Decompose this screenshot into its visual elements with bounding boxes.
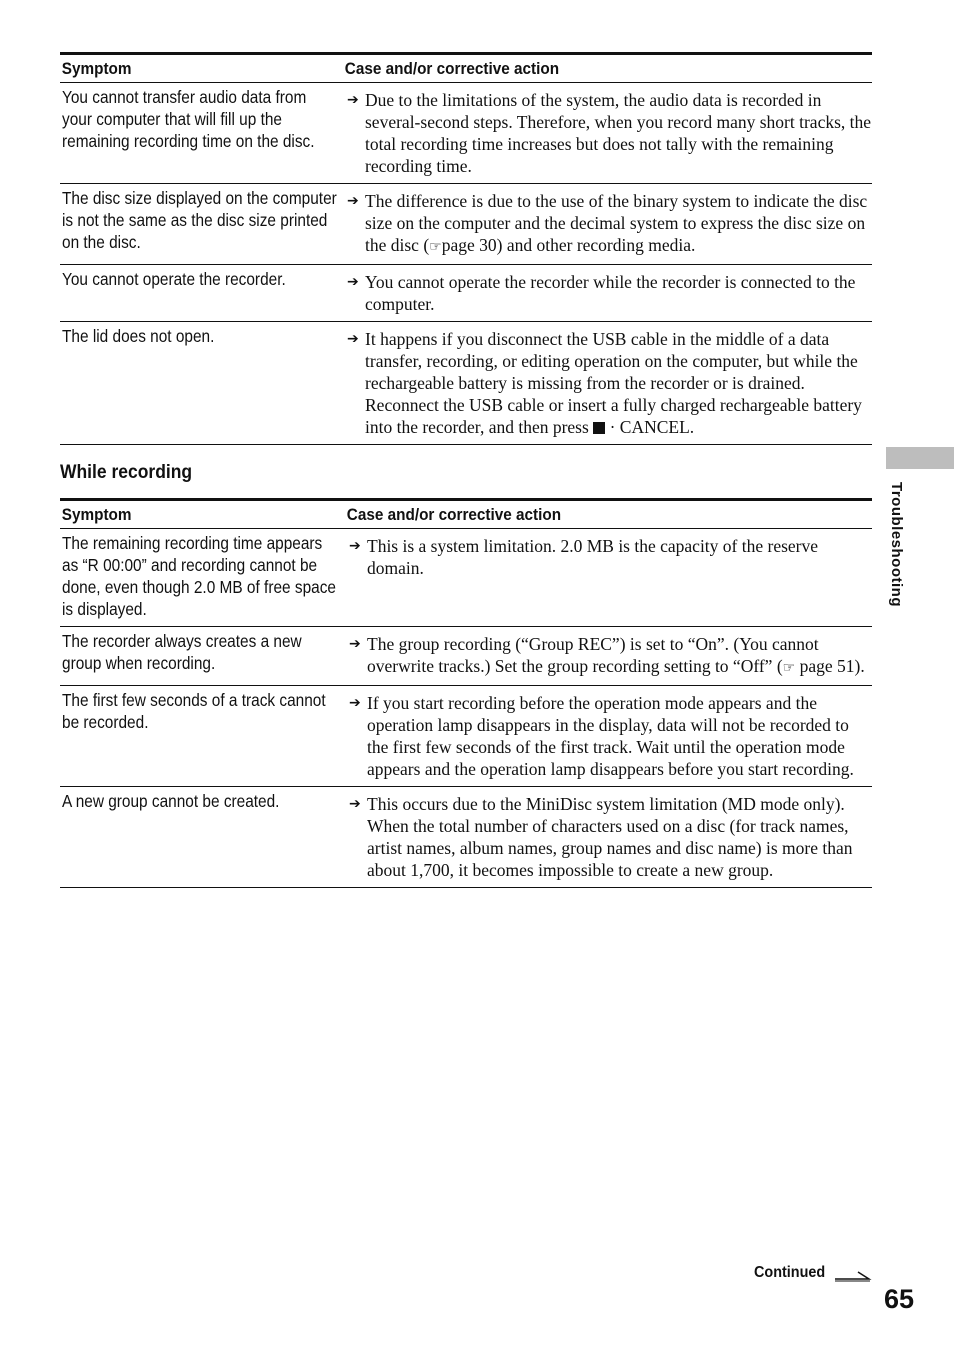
symptom-text: A new group cannot be created.: [62, 791, 280, 811]
page-reference: page 30: [441, 235, 497, 255]
action-cell: [345, 686, 872, 787]
symptom-cell: [60, 787, 345, 888]
action-text: The group recording (“Group REC”) is set to “On”. (You cannot overwrite tracks.) Set the group recording setting to “Off” (: [367, 634, 819, 676]
symptom-text: You cannot transfer audio data from your computer that will fill up the remaining recording time on the disc.: [62, 87, 315, 151]
arrow-right-icon: ➔: [347, 193, 359, 209]
action-header: Case and/or corrective action: [343, 54, 819, 83]
table-row: [60, 627, 872, 686]
table-row: [60, 529, 872, 627]
action-text: ).: [854, 656, 865, 676]
action-cell: [343, 265, 872, 322]
arrow-right-icon: ➔: [349, 636, 361, 652]
action-text: ) and other recording media.: [496, 235, 696, 255]
action-cell: [345, 627, 872, 686]
symptom-text: The first few seconds of a track cannot be recorded.: [62, 690, 326, 732]
action-cell: [345, 787, 872, 888]
symptom-text: The lid does not open.: [62, 326, 215, 346]
symptom-cell: [60, 83, 343, 184]
symptom-cell: [60, 322, 343, 445]
chapter-tab-marker: [886, 447, 954, 469]
arrow-right-icon: ➔: [347, 331, 359, 347]
stop-square-icon: [593, 422, 605, 434]
symptom-cell: [60, 627, 345, 686]
action-text: This is a system limitation. 2.0 MB is the capacity of the reserve domain.: [367, 536, 819, 578]
arrow-right-icon: ➔: [349, 695, 361, 711]
arrow-right-icon: ➔: [347, 92, 359, 108]
action-text: This occurs due to the MiniDisc system limitation (MD mode only). When the total number of characters used on a disc (for track names, artist names, album names, group names and disc name) is more than about 1,700, it becomes impossible to create a new group.: [367, 794, 853, 880]
chapter-tab-text: Troubleshooting: [888, 482, 905, 607]
chapter-tab-label: [888, 482, 910, 612]
symptom-text: The recorder always creates a new group when recording.: [62, 631, 302, 673]
action-text: · CANCEL.: [605, 417, 695, 437]
symptom-cell: [60, 686, 345, 787]
symptom-header: Symptom: [60, 500, 317, 529]
troubleshooting-table-recording: [60, 498, 872, 888]
table-row: [60, 184, 872, 265]
table-row: [60, 265, 872, 322]
symptom-text: The remaining recording time appears as “R 00:00” and recording cannot be done, even though 2.0 MB of free space is displayed.: [62, 533, 336, 619]
table-row: [60, 787, 872, 888]
action-cell: [345, 529, 872, 627]
symptom-text: You cannot operate the recorder.: [62, 269, 286, 289]
action-cell: [343, 83, 872, 184]
action-text: If you start recording before the operation mode appears and the operation lamp disappears in the display, data will not be recorded to the first few seconds of the first track. Wait until the operation mode appears and the operation lamp disappears before you start recording.: [367, 693, 854, 779]
symptom-cell: [60, 265, 343, 322]
table-row: [60, 322, 872, 445]
symptom-header: Symptom: [60, 54, 315, 83]
table-row: [60, 686, 872, 787]
troubleshooting-table-general: [60, 52, 872, 445]
symptom-cell: [60, 529, 345, 627]
section-heading: While recording: [60, 462, 193, 483]
continued-label: Continued: [754, 1264, 826, 1281]
action-cell: [343, 322, 872, 445]
pointing-hand-icon: ☞: [429, 239, 442, 255]
table-row: [60, 83, 872, 184]
pointing-hand-icon: ☞: [782, 660, 796, 676]
symptom-cell: [60, 184, 343, 265]
action-text: It happens if you disconnect the USB cable in the middle of a data transfer, recording, or editing operation on the computer, but while the rechargeable battery is missing from the recorder or is drained. Reconnect the USB cable or insert a fully charged rechargeable battery into the recorder, and then press: [365, 329, 862, 437]
action-text: The difference is due to the use of the binary system to indicate the disc size on the computer and the decimal system to express the disc size on the disc (: [365, 191, 868, 255]
action-header: Case and/or corrective action: [345, 500, 819, 529]
action-cell: [343, 184, 872, 265]
action-text: Due to the limitations of the system, the audio data is recorded in several-second steps. Therefore, when you record many short tracks, the total recording time increases but does not tally with the remaining recording time.: [365, 90, 872, 176]
continued-arrow-icon: [834, 1270, 872, 1282]
action-text: You cannot operate the recorder while the recorder is connected to the computer.: [365, 272, 856, 314]
arrow-right-icon: ➔: [349, 538, 361, 554]
arrow-right-icon: ➔: [349, 796, 361, 812]
page-reference: page 51: [799, 656, 855, 676]
page-number: 65: [884, 1284, 915, 1314]
arrow-right-icon: ➔: [347, 274, 359, 290]
symptom-text: The disc size displayed on the computer is not the same as the disc size printed on the disc.: [62, 188, 337, 252]
